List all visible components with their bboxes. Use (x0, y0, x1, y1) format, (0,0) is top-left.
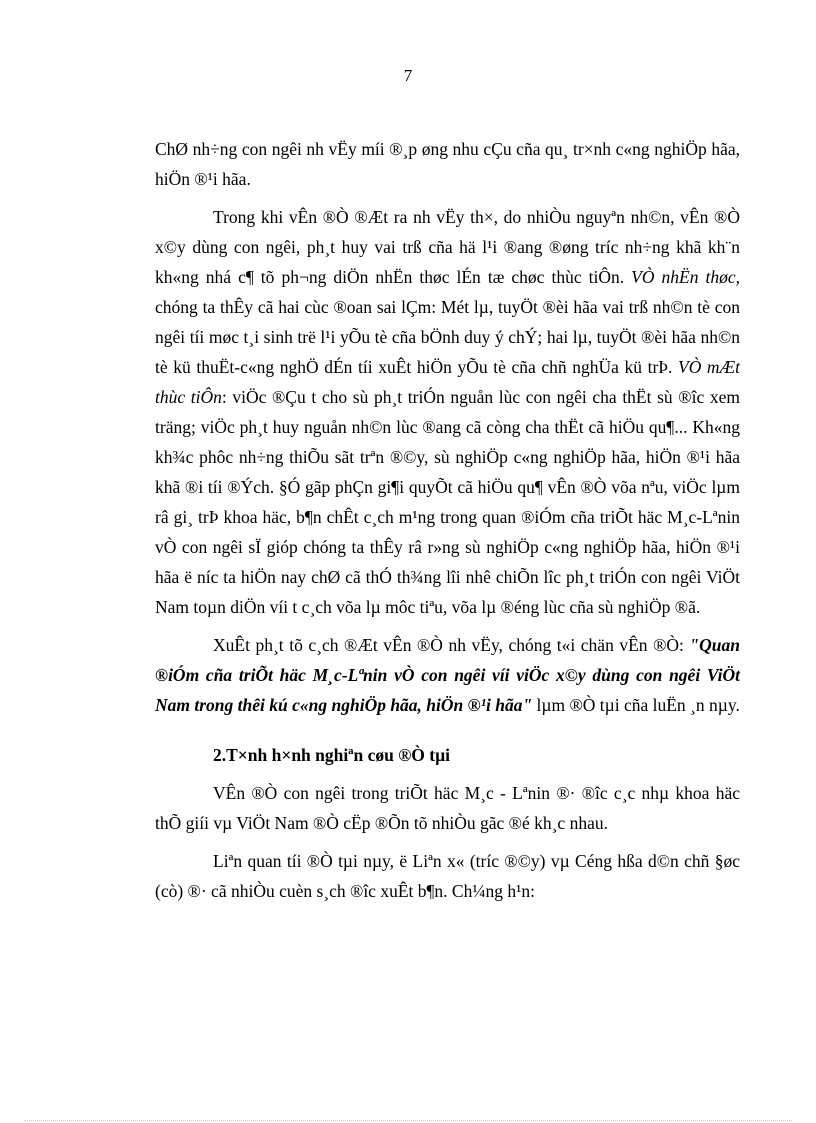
text-run: : viÖc ®Çu t cho sù ph¸t triÓn nguån lùc con ngêi cha thËt sù ®îc xem träng; viÖc ph¸t huy nguån nh©n lùc ®ang cã còng cha thËt cã hiÖu qu¶... Kh«ng kh¾c phôc nh÷ng thiÕu sãt trªn ®©y, sù nghiÖp c«ng nghiÖp hãa, hiÖn ®¹i hãa khã ®i tíi ®Ých. §Ó gãp phÇn gi¶i quyÕt cã hiÖu qu¶ vÊn ®Ò võa nªu, viÖc lµm râ gi¸ trÞ khoa häc, b¶n chÊt c¸ch m¹ng trong quan ®iÓm cña triÕt häc M¸c-Lªnin vÒ con ngêi sÏ gióp chóng ta thÊy râ r»ng sù nghiÖp c«ng nghiÖp hãa, hiÖn ®¹i hãa ë níc ta hiÖn nay chØ cã thÓ th¾ng lîi nhê chiÕn lîc ph¸t triÓn con ngêi ViÖt Nam toµn diÖn víi t c¸ch võa lµ môc tiªu, võa lµ ®éng lùc cña sù nghiÖp ®ã. (155, 387, 740, 617)
page-bottom-divider (24, 1120, 792, 1121)
paragraph-research: VÊn ®Ò con ngêi trong triÕt häc M¸c - Lªnin ®· ®îc c¸c nhµ khoa häc thÕ giíi vµ ViÖt Nam ®Ò cËp ®Õn tõ nhiÒu gãc ®é kh¸c nhau. (155, 783, 740, 833)
text-run: lµm ®Ò tµi cña luËn ¸n nµy. (532, 695, 740, 715)
document-body (155, 134, 740, 906)
page-number: 7 (403, 66, 413, 85)
paragraph-thesis-topic (155, 630, 740, 720)
paragraph-related-works: Liªn quan tíi ®Ò tµi nµy, ë Liªn x« (tríc ®©y) vµ Céng hßa d©n chñ §øc (cò) ®· cã nhiÒu cuèn s¸ch ®îc xuÊt b¶n. Ch¼ng h¹n: (155, 851, 740, 901)
thesis-title: "Quan ®iÓm cña triÕt häc M¸c-Lªnin vÒ con ngêi víi viÖc x©y dùng con ngêi ViÖt Nam trong thêi kú c«ng nghiÖp hãa, hiÖn ®¹i hãa" (155, 635, 740, 715)
paragraph-context (155, 202, 740, 622)
section-heading: 2.T×nh h×nh nghiªn cøu ®Ò tµi (213, 745, 451, 765)
italic-run-practice: VÒ mÆt thùc tiÔn (155, 357, 740, 407)
text-run: chóng ta thÊy cã hai cùc ®oan sai lÇm: Mét lµ, tuyÖt ®èi hãa vai trß nh©n tè con ngêi tíi møc t¸i sinh trë l¹i yÕu tè cña bÖnh duy ý chÝ; hai lµ, tuyÖt ®èi hãa nh©n tè kü thuËt-c«ng nghÖ dÉn tíi xuÊt hiÖn yÕu tè cña chñ nghÜa kü trÞ. (155, 297, 740, 377)
paragraph-intro: ChØ nh÷ng con ngêi nh vËy míi ®¸p øng nhu cÇu cña qu¸ tr×nh c«ng nghiÖp hãa, hiÖn ®¹i hãa. (155, 139, 740, 189)
text-run: Trong khi vÊn ®Ò ®Æt ra nh vËy th×, do nhiÒu nguyªn nh©n, vÊn ®Ò x©y dùng con ngêi, ph¸t huy vai trß cña hä l¹i ®ang ®øng tríc nh÷ng khã kh¨n kh«ng nhá c¶ tõ ph¬ng diÖn nhËn thøc lÉn tæ chøc thùc tiÔn. (155, 207, 740, 287)
italic-run-awareness: VÒ nhËn thøc, (631, 267, 740, 287)
text-run: XuÊt ph¸t tõ c¸ch ®Æt vÊn ®Ò nh vËy, chóng t«i chän vÊn ®Ò: (213, 635, 690, 655)
